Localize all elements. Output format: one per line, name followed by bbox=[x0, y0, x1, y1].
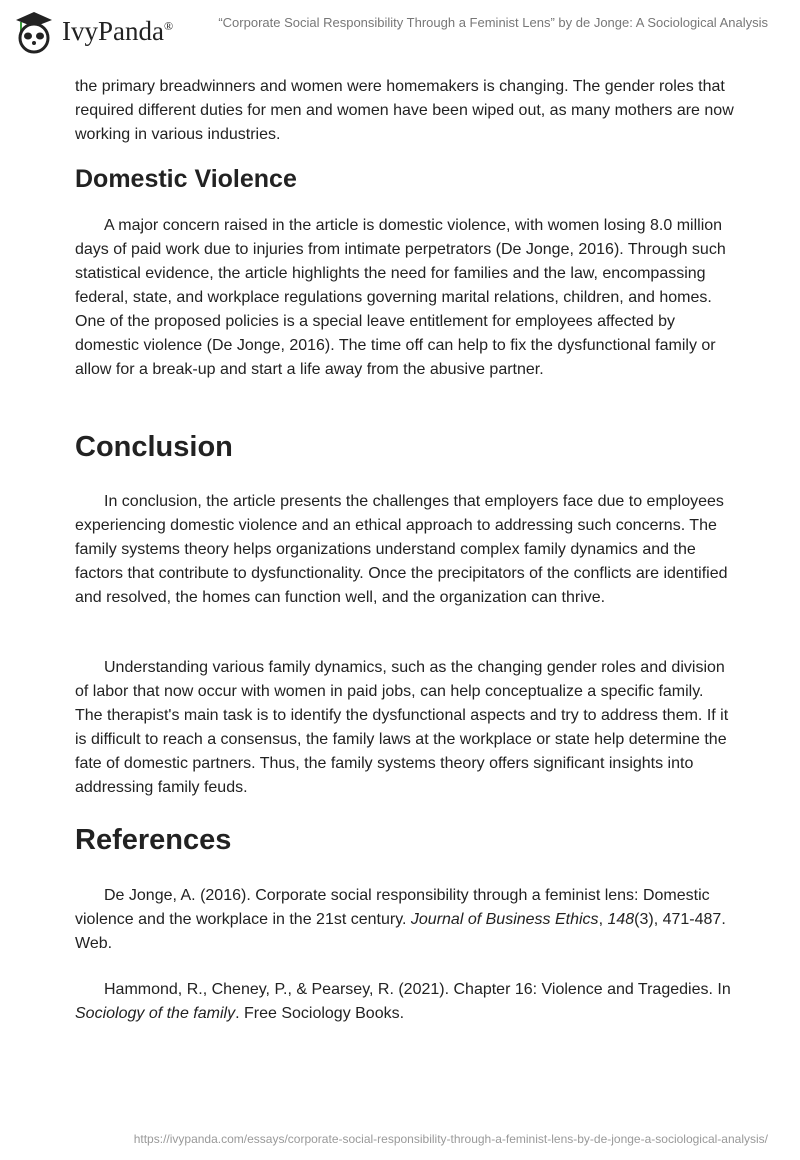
section-heading-domestic-violence: Domestic Violence bbox=[75, 165, 297, 193]
reference-item: Hammond, R., Cheney, P., & Pearsey, R. (2021). Chapter 16: Violence and Tragedies. In Sociology of the family. Free Sociology Books. bbox=[75, 981, 731, 1022]
panda-logo-icon bbox=[12, 8, 56, 54]
section-heading-references: References bbox=[75, 824, 232, 856]
conclusion-paragraph-2: Understanding various family dynamics, such as the changing gender roles and division of labor that now occur with women in paid jobs, can help conceptualize a specific family. The therapist's main task is to identify the dysfunctional aspects and try to address them. If it is difficult to reach a consensus, the family laws at the workplace or state help determine the fate of domestic partners. Thus, the family systems theory offers significant insights into addressing family feuds. bbox=[75, 659, 729, 796]
conclusion-paragraph-1: In conclusion, the article presents the challenges that employers face due to employees experiencing domestic violence and an ethical approach to addressing such concerns. The family systems theory helps organizations understand complex family dynamics and the factors that contribute to dysfunctionality. Once the precipitators of the conflicts are identified and resolved, the homes can function well, and the organization can thrive. bbox=[75, 493, 728, 606]
logo[interactable] bbox=[12, 8, 173, 54]
section-heading-conclusion: Conclusion bbox=[75, 431, 233, 463]
domestic-violence-paragraph: A major concern raised in the article is domestic violence, with women losing 8.0 million days of paid work due to injuries from intimate perpetrators (De Jonge, 2016). Through such statistical evidence, the article highlights the need for families and the law, encompassing federal, state, and workplace regulations governing marital relations, children, and homes. One of the proposed policies is a special leave entitlement for employees affected by domestic violence (De Jonge, 2016). The time off can help to fix the dysfunctional family or allow for a break-up and start a life away from the abusive partner. bbox=[75, 217, 726, 378]
source-url[interactable]: https://ivypanda.com/essays/corporate-social-responsibility-through-a-feminist-lens-by-de-jonge-a-sociological-analysis/ bbox=[133, 1132, 768, 1146]
logo-text: IvyPanda® bbox=[62, 15, 174, 46]
intro-paragraph: the primary breadwinners and women were homemakers is changing. The gender roles that required different duties for men and women have been wiped out, as many mothers are now working in various industries. bbox=[75, 78, 734, 143]
reference-item: De Jonge, A. (2016). Corporate social responsibility through a feminist lens: Domestic violence and the workplace in the 21st century. Journal of Business Ethics, 148(3), 471-487. Web. bbox=[75, 887, 726, 952]
document-title: “Corporate Social Responsibility Through a Feminist Lens” by de Jonge: A Sociological Analysis bbox=[218, 15, 768, 30]
